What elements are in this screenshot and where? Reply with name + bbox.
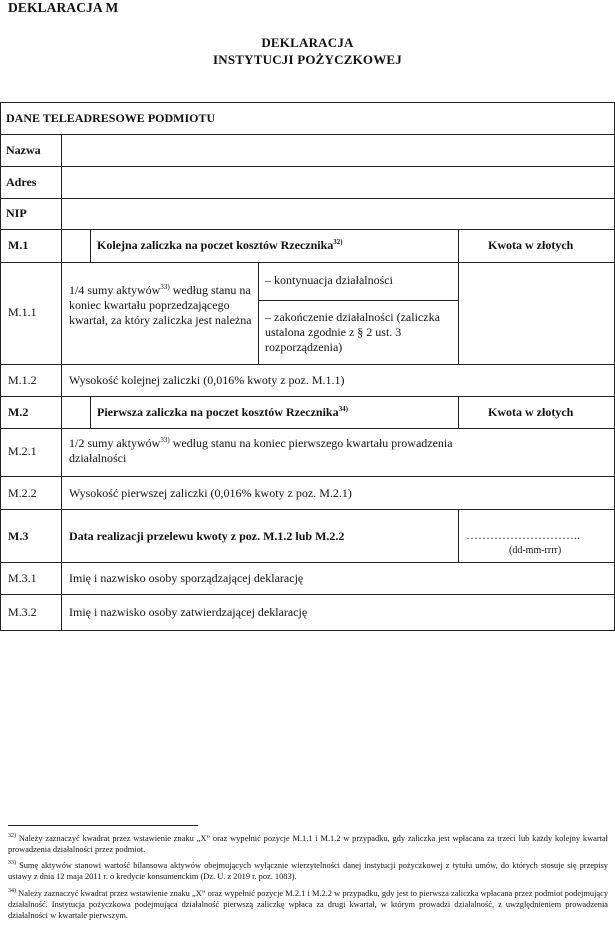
amount-column-rule xyxy=(458,509,459,562)
checkbox-column-rule xyxy=(90,396,91,428)
m22-code: M.2.2 xyxy=(8,486,37,500)
m3-title: Data realizacji przelewu kwoty z poz. M.1.2 lub M.2.2 xyxy=(69,529,345,543)
address-label: Adres xyxy=(6,175,37,189)
checkbox-column-rule xyxy=(90,229,91,262)
m11-amount-field[interactable] xyxy=(459,263,614,364)
row-divider xyxy=(0,476,615,477)
m2-amount-header: Kwota w złotych xyxy=(488,405,574,419)
m1-code: M.1 xyxy=(8,238,29,252)
name-label: Nazwa xyxy=(6,143,41,157)
row-divider xyxy=(0,562,615,563)
options-column-rule xyxy=(258,262,259,364)
m2-code: M.2 xyxy=(8,405,29,419)
m1-checkbox[interactable] xyxy=(62,230,90,262)
address-field[interactable] xyxy=(62,167,614,198)
footnote-ref-33: 33) xyxy=(160,283,170,291)
option-end-activity: – zakończenie działalności (zaliczka ustalona zgodnie z § 2 ust. 3 rozporządzenia) xyxy=(265,310,440,354)
row-divider xyxy=(0,509,615,510)
form-title: DEKLARACJA xyxy=(261,35,354,50)
row-divider xyxy=(0,364,615,365)
row-divider xyxy=(0,229,615,230)
m32-description: Imię i nazwisko osoby zatwierdzającej deklarację xyxy=(69,605,308,619)
form-code-label: DEKLARACJA M xyxy=(8,0,119,15)
table-border-left xyxy=(0,102,1,631)
m1-title: Kolejna zaliczka na poczet kosztów Rzecznika$^{32)}$ xyxy=(97,238,343,252)
form-subtitle: INSTYTUCJI POŻYCZKOWEJ xyxy=(213,52,402,67)
footnote-32: $^{32)}$ Należy zaznaczyć kwadrat przez wstawienie znaku „X” oraz wypełnić pozycje M.1.1 i M.1.2 w przypadku, gdy zaliczka jest wpłacana za trzeci lub każdy kolejny kwartał prowadzenia działalności przez podmiot. xyxy=(8,833,609,854)
m22-description: Wysokość pierwszej zaliczki (0,016% kwoty z poz. M.2.1) xyxy=(69,486,352,500)
footnote-34: $^{34)}$ Należy zaznaczyć kwadrat przez wstawienie znaku „X” oraz wypełnić pozycje M.2.1 i M.2.2 w przypadku, gdy jest to pierwsza zaliczka wpłacana przez podmiot podejmujący działalność. Instytucja pożyczkowa podejmująca działalność pierwszą zaliczkę wpłaca za drugi kwartał, w którym prowadzi działalność, z uwzględnieniem prowadzenia działalności w kwartale pierwszym. xyxy=(8,888,609,920)
m11-code: M.1.1 xyxy=(8,305,37,319)
nip-label: NIP xyxy=(6,206,27,220)
m3-code: M.3 xyxy=(8,529,29,543)
footnote-ref-34: 34) xyxy=(338,405,348,413)
date-input-dots[interactable]: ……………………….. xyxy=(466,528,580,542)
m21-code: M.2.1 xyxy=(8,444,37,458)
footnote-separator xyxy=(8,825,198,826)
table-border-bottom xyxy=(0,630,615,631)
footnote-33: $^{33)}$ Sumę aktywów stanowi wartość bilansowa aktywów obejmujących wyłącznie wierzytelności danej instytucji pożyczkowej z tytułu umów, do których stosuje się przepisy ustawy z dnia 12 maja 2011 r. o kredycie konsumenckim (Dz. U. z 2019 r. poz. 1083). xyxy=(8,860,608,881)
date-format-hint: (dd-mm-rrrr) xyxy=(509,545,562,556)
m11-description: 1/4 sumy aktywów$^{33)}$ według stanu na koniec kwartału poprzedzającego kwartał, za który zaliczka jest należna xyxy=(69,283,252,327)
m2-checkbox[interactable] xyxy=(62,397,90,428)
m12-code: M.1.2 xyxy=(8,373,37,387)
m2-title: Pierwsza zaliczka na poczet kosztów Rzecznika$^{34)}$ xyxy=(97,405,348,419)
option-continue-activity: – kontynuacja działalności xyxy=(265,273,393,287)
footnote-ref-33: 33) xyxy=(160,436,170,444)
row-divider xyxy=(0,428,615,429)
m1-amount-header: Kwota w złotych xyxy=(488,238,574,252)
m32-code: M.3.2 xyxy=(8,605,37,619)
m12-description: Wysokość kolejnej zaliczki (0,016% kwoty z poz. M.1.1) xyxy=(69,373,345,387)
option-divider xyxy=(258,300,458,301)
table-border-top xyxy=(0,102,615,103)
name-field[interactable] xyxy=(62,135,614,166)
contact-section-heading: DANE TELEADRESOWE PODMIOTU xyxy=(6,111,216,125)
row-divider xyxy=(0,396,615,397)
nip-field[interactable] xyxy=(62,199,614,229)
m31-description: Imię i nazwisko osoby sporządzającej deklarację xyxy=(69,571,304,585)
m31-code: M.3.1 xyxy=(8,571,37,585)
m21-description: 1/2 sumy aktywów$^{33)}$ według stanu na koniec pierwszego kwartału prowadzenia działalności xyxy=(69,436,453,465)
row-divider xyxy=(0,594,615,595)
footnote-ref-32: 32) xyxy=(333,238,343,246)
amount-column-rule xyxy=(458,396,459,428)
